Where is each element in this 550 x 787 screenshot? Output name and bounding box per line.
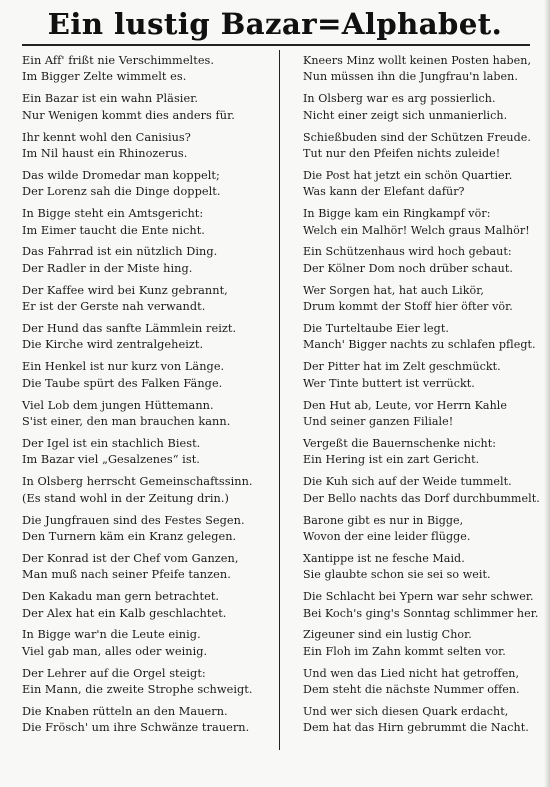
title-rule bbox=[22, 44, 530, 46]
verse-line: S'ist einer, den man brauchen kann. bbox=[22, 415, 231, 429]
verse-stanza bbox=[22, 586, 274, 624]
verse-line: Das Fahrrad ist ein nützlich Ding. bbox=[22, 245, 218, 259]
verse-stanza bbox=[22, 127, 274, 165]
verse-stanza bbox=[22, 548, 274, 586]
verse-line: Der Kölner Dom noch drüber schaut. bbox=[303, 261, 513, 275]
verse-stanza bbox=[22, 88, 274, 126]
verse-stanza bbox=[303, 88, 543, 126]
verse-stanza bbox=[22, 280, 274, 318]
verse-line: Barone gibt es nur in Bigge, bbox=[303, 513, 464, 527]
verse-line: Die Kuh sich auf der Weide tummelt. bbox=[303, 475, 512, 489]
verse-line: Die Knaben rütteln an den Mauern. bbox=[22, 705, 228, 719]
verse-line: Die Turteltaube Eier legt. bbox=[303, 322, 449, 336]
verse-line: Den Hut ab, Leute, vor Herrn Kahle bbox=[303, 398, 508, 412]
verse-line: Die Kirche wird zentralgeheizt. bbox=[22, 338, 204, 352]
verse-stanza bbox=[22, 471, 274, 509]
verse-line: In Olsberg war es arg possierlich. bbox=[303, 92, 496, 106]
verse-line: Bei Koch's ging's Sonntag schlimmer her. bbox=[303, 606, 539, 620]
verse-line: Und wer sich diesen Quark erdacht, bbox=[303, 705, 509, 719]
verse-stanza bbox=[303, 318, 543, 356]
left-column bbox=[22, 50, 274, 739]
verse-line: Xantippe ist ne fesche Maid. bbox=[303, 551, 465, 565]
verse-line: Die Taube spürt des Falken Fänge. bbox=[22, 376, 223, 390]
verse-stanza bbox=[303, 127, 543, 165]
verse-line: Den Turnern käm ein Kranz gelegen. bbox=[22, 529, 237, 543]
verse-stanza bbox=[303, 663, 543, 701]
verse-line: Wer Sorgen hat, hat auch Likör, bbox=[303, 283, 484, 297]
verse-stanza bbox=[303, 586, 543, 624]
verse-stanza bbox=[22, 165, 274, 203]
verse-line: Kneers Minz wollt keinen Posten haben, bbox=[303, 54, 532, 67]
verse-stanza bbox=[22, 701, 274, 739]
verse-line: Der Alex hat ein Kalb geschlachtet. bbox=[22, 606, 227, 620]
verse-stanza bbox=[22, 203, 274, 241]
verse-line: Welch ein Malhör! Welch graus Malhör! bbox=[303, 223, 530, 237]
verse-stanza bbox=[303, 241, 543, 279]
verse-stanza bbox=[303, 356, 543, 394]
verse-stanza bbox=[303, 471, 543, 509]
verse-line: Der Bello nachts das Dorf durchbummelt. bbox=[303, 491, 540, 505]
verse-line: Ein Bazar ist ein wahn Pläsier. bbox=[22, 92, 199, 106]
verse-stanza bbox=[303, 280, 543, 318]
verse-line: Schießbuden sind der Schützen Freude. bbox=[303, 130, 531, 144]
verse-line: Dem hat das Hirn gebrummt die Nacht. bbox=[303, 721, 529, 735]
verse-line: Die Post hat jetzt ein schön Quartier. bbox=[303, 168, 513, 182]
verse-line: Den Kakadu man gern betrachtet. bbox=[22, 590, 220, 604]
verse-line: Nun müssen ihn die Jungfrau'n laben. bbox=[303, 70, 518, 84]
verse-stanza bbox=[303, 165, 543, 203]
verse-line: Nur Wenigen kommt dies anders für. bbox=[22, 108, 235, 122]
verse-stanza bbox=[303, 203, 543, 241]
verse-line: Viel gab man, alles oder weinig. bbox=[22, 644, 208, 658]
page-title: Ein lustig Bazar=Alphabet. bbox=[47, 7, 503, 41]
verse-line: Man muß nach seiner Pfeife tanzen. bbox=[22, 568, 231, 582]
verse-line: Viel Lob dem jungen Hüttemann. bbox=[22, 398, 214, 412]
verse-line: In Olsberg herrscht Gemeinschaftssinn. bbox=[22, 475, 253, 489]
verse-stanza bbox=[303, 510, 543, 548]
verse-stanza bbox=[303, 395, 543, 433]
verse-line: Drum kommt der Stoff hier öfter vör. bbox=[303, 300, 513, 314]
verse-stanza bbox=[303, 701, 543, 739]
verse-line: Und seiner ganzen Filiale! bbox=[303, 415, 454, 429]
verse-line: Im Nil haust ein Rhinozerus. bbox=[22, 146, 188, 160]
verse-stanza bbox=[22, 395, 274, 433]
verse-line: Wer Tinte buttert ist verrückt. bbox=[303, 376, 475, 390]
verse-stanza bbox=[303, 624, 543, 662]
verse-line: Der Radler in der Miste hing. bbox=[22, 261, 193, 275]
verse-stanza bbox=[22, 433, 274, 471]
verse-stanza bbox=[22, 510, 274, 548]
verse-line: Der Igel ist ein stachlich Biest. bbox=[22, 436, 201, 450]
verse-line: Die Schlacht bei Ypern war sehr schwer. bbox=[303, 590, 534, 604]
verse-line: In Bigge kam ein Ringkampf vör: bbox=[303, 207, 491, 221]
verse-line: Ein Floh im Zahn kommt selten vor. bbox=[303, 644, 506, 658]
verse-line: Der Konrad ist der Chef vom Ganzen, bbox=[22, 551, 239, 565]
verse-line: Was kann der Elefant dafür? bbox=[303, 185, 465, 199]
verse-line: Tut nur den Pfeifen nichts zuleide! bbox=[303, 146, 501, 160]
verse-line: Der Lehrer auf die Orgel steigt: bbox=[22, 666, 206, 680]
verse-line: Der Hund das sanfte Lämmlein reizt. bbox=[22, 322, 237, 336]
verse-line: Im Bazar viel „Gesalzenes“ ist. bbox=[22, 453, 200, 467]
verse-stanza bbox=[22, 241, 274, 279]
verse-line: Der Kaffee wird bei Kunz gebrannt, bbox=[22, 283, 228, 297]
verse-line: Sie glaubte schon sie sei so weit. bbox=[303, 568, 491, 582]
verse-stanza bbox=[22, 624, 274, 662]
verse-stanza bbox=[22, 50, 274, 88]
verse-line: Vergeßt die Bauernschenke nicht: bbox=[303, 436, 497, 450]
verse-stanza bbox=[303, 433, 543, 471]
verse-stanza bbox=[22, 318, 274, 356]
column-divider bbox=[279, 50, 280, 750]
verse-line: Der Pitter hat im Zelt geschmückt. bbox=[303, 360, 501, 374]
verse-line: Dem steht die nächste Nummer offen. bbox=[303, 683, 520, 697]
page-edge-shadow bbox=[544, 0, 550, 787]
verse-line: Ein Schützenhaus wird hoch gebaut: bbox=[303, 245, 512, 259]
verse-line: Das wilde Dromedar man koppelt; bbox=[22, 168, 220, 182]
right-column bbox=[303, 50, 543, 739]
verse-line: Und wen das Lied nicht hat getroffen, bbox=[303, 666, 520, 680]
verse-line: Der Lorenz sah die Dinge doppelt. bbox=[22, 185, 221, 199]
verse-line: Ein Henkel ist nur kurz von Länge. bbox=[22, 360, 225, 374]
verse-line: Im Eimer taucht die Ente nicht. bbox=[22, 223, 205, 237]
verse-line: (Es stand wohl in der Zeitung drin.) bbox=[22, 491, 229, 505]
verse-line: Nicht einer zeigt sich unmanierlich. bbox=[303, 108, 508, 122]
verse-line: Die Jungfrauen sind des Festes Segen. bbox=[22, 513, 245, 527]
verse-line: Ein Mann, die zweite Strophe schweigt. bbox=[22, 683, 253, 697]
verse-line: In Bigge steht ein Amtsgericht: bbox=[22, 207, 204, 221]
verse-stanza bbox=[303, 548, 543, 586]
verse-stanza bbox=[22, 663, 274, 701]
verse-line: Zigeuner sind ein lustig Chor. bbox=[303, 628, 472, 642]
verse-line: Ein Aff' frißt nie Verschimmeltes. bbox=[22, 54, 215, 67]
verse-line: Im Bigger Zelte wimmelt es. bbox=[22, 70, 187, 84]
verse-stanza bbox=[303, 50, 543, 88]
verse-line: Ihr kennt wohl den Canisius? bbox=[22, 130, 191, 144]
verse-line: Die Frösch' um ihre Schwänze trauern. bbox=[22, 721, 250, 735]
verse-line: Er ist der Gerste nah verwandt. bbox=[22, 300, 206, 314]
verse-line: Wovon der eine leider flügge. bbox=[303, 529, 471, 543]
verse-stanza bbox=[22, 356, 274, 394]
verse-line: Manch' Bigger nachts zu schlafen pflegt. bbox=[303, 338, 536, 352]
verse-line: In Bigge war'n die Leute einig. bbox=[22, 628, 201, 642]
verse-line: Ein Hering ist ein zart Gericht. bbox=[303, 453, 480, 467]
